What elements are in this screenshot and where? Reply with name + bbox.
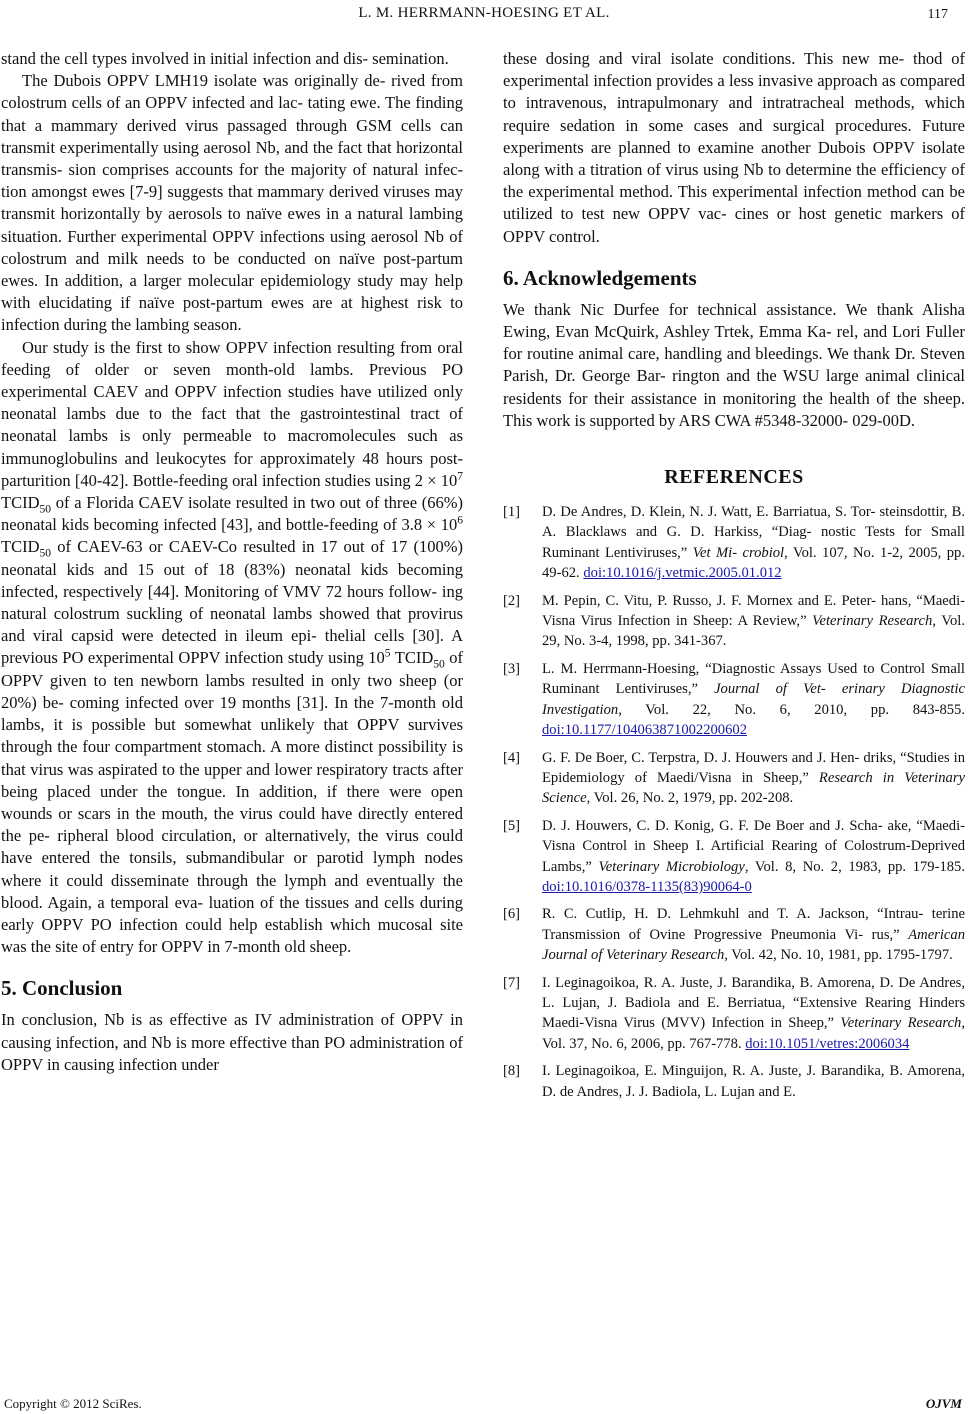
body-paragraph: stand the cell types involved in initial infection and dis- semination.	[1, 49, 449, 68]
doi-link[interactable]: doi:10.1016/j.vetmic.2005.01.012	[583, 565, 782, 582]
journal-abbreviation: OJVM	[925, 1396, 962, 1411]
reference-item: [2] M. Pepin, C. Vitu, P. Russo, J. F. Mornex and E. Peter- hans, “Maedi-Visna Virus Infection in Sheep: A Review,” Veterinary Research, Vol. 29, No. 3-4, 1998, pp. 341-367.	[503, 592, 965, 650]
running-title: L. M. HERRMANN-HOESING ET AL.	[358, 5, 610, 21]
reference-item: [4] G. F. De Boer, C. Terpstra, D. J. Houwers and J. Hen- driks, “Studies in Epidemiology of Maedi/Visna in Sheep,” Research in Veterinary Science, Vol. 26, No. 2, 1979, pp. 202-208.	[503, 749, 965, 807]
copyright-text: Copyright © 2012 SciRes.	[4, 1396, 142, 1411]
reference-item: [7] I. Leginagoikoa, R. A. Juste, J. Barandika, B. Amorena, D. De Andres, L. Lujan, J. Badiola and E. Berriatua, “Extensive Rearing Hinders Maedi-Visna Virus (MVV) Infection in Sheep,” Veterinary Research, Vol. 37, No. 6, 2006, pp. 767-778. doi:10.1051/vetres:2006034	[503, 974, 965, 1052]
reference-item: [1] D. De Andres, D. Klein, N. J. Watt, E. Barriatua, S. Tor- steinsdottir, B. A. Blacklaws and G. D. Harkiss, “Diag- nostic Tests for Small Ruminant Lentiviruses,” Vet Mi- crobiol, Vol. 107, No. 1-2, 2005, pp. 49-62. doi:10.1016/j.vetmic.2005.01.012	[503, 504, 966, 582]
doi-link[interactable]: doi:10.1016/0378-1135(83)90064-0	[542, 878, 752, 895]
reference-item: [6] R. C. Cutlip, H. D. Lehmkuhl and T. A. Jackson, “Intrau- terine Transmission of Ovine Progressive Pneumonia Vi- rus,” American Journal of Veterinary Research, Vol. 42, No. 10, 1981, pp. 1795-1797.	[503, 906, 965, 964]
page-header	[0, 5, 968, 27]
conclusion-paragraph: In conclusion, Nb is as effective as IV administration of OPPV in causing infection, and Nb is more effective than PO administration of OPPV in causing infection under	[1, 1010, 463, 1074]
section-heading-conclusion: 5. Conclusion	[1, 976, 123, 1001]
doi-link[interactable]: doi:10.1051/vetres:2006034	[745, 1035, 910, 1052]
references-heading: REFERENCES	[664, 466, 804, 489]
reference-item: [3] L. M. Herrmann-Hoesing, “Diagnostic Assays Used to Control Small Ruminant Lentiviruses,” Journal of Vet- erinary Diagnostic Investigation, Vol. 22, No. 6, 2010, pp. 843-855. doi:10.1177/104063871002200602	[503, 660, 965, 739]
acknowledgements-paragraph: We thank Nic Durfee for technical assistance. We thank Alisha Ewing, Evan McQuirk, Ashley Trtek, Emma Ka- rel, and Lori Fuller for routine animal care, handling and bleedings. We thank Dr. Steven Parish, Dr. George Bar- rington and the WSU large animal clinical residents for their assistance in monitoring the health of the sheep. This work is supported by ARS CWA #5348-32000- 029-00D.	[503, 299, 965, 430]
reference-item: [5] D. J. Houwers, C. D. Konig, G. F. De Boer and J. Scha- ake, “Maedi-Visna Control in Sheep I. Artificial Rearing of Colostrum-Deprived Lambs,” Veterinary Microbiology, Vol. 8, No. 2, 1983, pp. 179-185. doi:10.1016/0378-1135(83)90064-0	[503, 817, 966, 895]
body-paragraph: The Dubois OPPV LMH19 isolate was originally de- rived from colostrum cells of an OPPV infected and lac- tating ewe. The finding that a mammary derived virus passaged through GSM cells can transmit experimentally using aerosol Nb, and the fact that horizontal transmis- sion comprises accounts for the majority of natural infec- tion amongst ewes [7-9] suggests that mammary derived viruses may transmit horizontally by aerosols to naïve ewes in a natural lambing situation. Further experimental OPPV infections using aerosol Nb of colostrum and milk needs to be conducted on naïve post-partum ewes. In addition, a larger molecular epidemiology study may help with elucidating if naïve post-partum ewes are at highest risk to infection during the lambing season.	[1, 71, 463, 335]
right-column	[503, 48, 965, 1102]
left-column	[1, 48, 463, 1076]
doi-link[interactable]: doi:10.1177/104063871002200602	[542, 722, 747, 739]
section-heading-acknowledgements: 6. Acknowledgements	[503, 265, 697, 290]
body-paragraph: Our study is the first to show OPPV infection resulting from oral feeding of older or seven month-old lambs. Previous PO experimental CAEV and OPPV infection studies have utilized only neonatal lambs due to the fact that the gastrointestinal tract of neonatal lambs is only permeable to macromolecules such as immunoglobulins and leukocytes for approximately 48 hours post-parturition [40-42]. Bottle-feeding oral infection studies using $2 \times 10^7$ $TCID_{50}$ of a Florida CAEV isolate resulted in two out of three (66%) neonatal kids becoming infected [43], and bottle-feeding of $3.8 \times 10^6$ $TCID_{50}$ of CAEV-63 or CAEV-Co resulted in 17 out of 17 (100%) neonatal kids and 15 out of 18 (83%) neonatal kids becoming infected, respectively [44]. Monitoring of VMV 72 hours follow- ing natural colostrum suckling of neonatal lambs showed that provirus and viral capsid were detected in ileum epi- thelial cells [30]. A previous PO experimental OPPV infection study using $10^5$ $TCID_{50}$ of OPPV given to ten newborn lambs resulted in only two sheep (or 20%) be- coming infected over 19 months [31]. In the 7-month old lambs, it is possible but somewhat unlikely that OPPV survives through the four compartment stomach. A more distinct possibility is that virus was aspirated to the upper and lower respiratory tracts after being placed under the tongue. In addition, if there were open wounds or scars in the mouth, the virus could have directly entered the pe- ripheral blood circulation, or alternatively, the virus could have entered the tonsils, submandibular or parotid lymph nodes where it could disseminate through the lymph and eventually the blood. Again, a temporal eva- luation of the tissues and cells during early OPPV PO infection could help establish which mucosal site was the site of entry for OPPV in 7-month old sheep.	[1, 337, 464, 957]
body-paragraph: these dosing and viral isolate conditions. This new me- thod of experimental infection provides a less invasive approach as compared to intravenous, intrapulmonary and intratracheal methods, which require sedation in some cases and surgical procedures. Future experiments are planned to examine another Dubois OPPV isolate along with a titration of virus using Nb to determine the efficiency of the experimental method. This experimental infection method can be utilized to test new OPPV vac- cines or host genetic markers of OPPV control.	[503, 49, 965, 246]
page-number: 117	[927, 7, 948, 22]
reference-item: [8] I. Leginagoikoa, E. Minguijon, R. A. Juste, J. Barandika, B. Amorena, D. de Andres, J. J. Badiola, L. Lujan and E.	[503, 1063, 965, 1100]
reference-list	[503, 502, 965, 1102]
